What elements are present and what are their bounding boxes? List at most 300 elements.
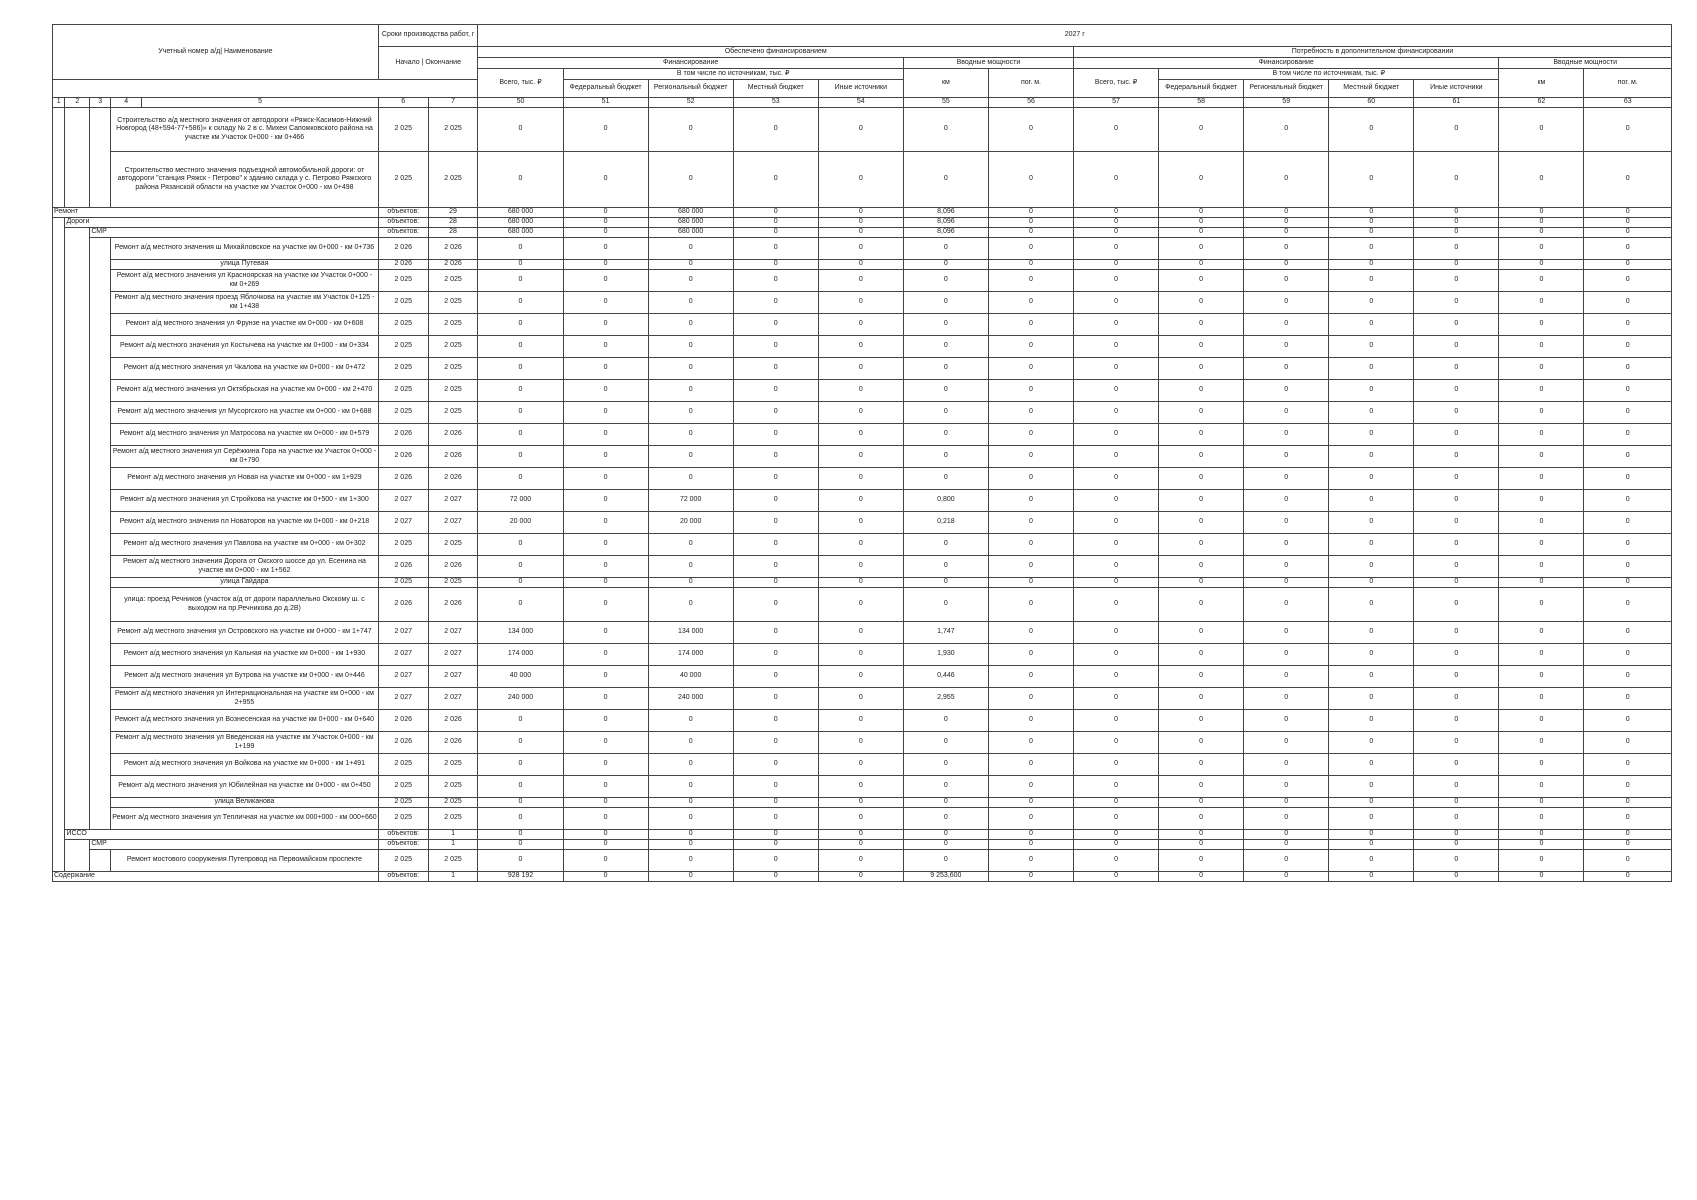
indent-cell [90,666,111,688]
value-cell: 0 [1244,380,1329,402]
column-number: 4 [111,98,142,108]
value-cell: 0 [818,512,903,534]
value-cell: 0 [1414,830,1499,840]
end-cell: 28 [428,228,478,238]
table-row [53,292,1672,314]
value-cell: 0 [1159,358,1244,380]
value-cell: 0 [988,688,1073,710]
value-cell: 0,800 [903,490,988,512]
value-cell: 0 [563,534,648,556]
value-cell: 0 [733,238,818,260]
indent-cell [65,402,90,424]
indent-cell [65,152,90,208]
value-cell: 0 [1244,424,1329,446]
value-cell: 0 [1499,424,1584,446]
value-cell: 0 [988,152,1073,208]
indent-cell [90,292,111,314]
group-label: СМР [90,840,379,850]
end-cell: 2 025 [428,402,478,424]
value-cell: 0 [1159,644,1244,666]
value-cell: 0 [478,292,563,314]
value-cell: 0 [988,358,1073,380]
value-cell: 0 [1584,556,1672,578]
value-cell: 0 [1329,622,1414,644]
object-name: Строительство местного значения подъездной автомобильной дороги: от автодороги "станция Ряжск - Петрово" к зданию склада у с. Петрово Ряжского района Рязанской области на участке км Участок 0+000 - км 0+498 [111,152,379,208]
indent-cell [53,108,65,152]
indent-cell [90,490,111,512]
value-cell: 0 [1584,238,1672,260]
value-cell: 0 [648,808,733,830]
value-cell: 0 [1159,798,1244,808]
value-cell: 0 [1074,490,1159,512]
column-number: 53 [733,98,818,108]
end-cell: 2 026 [428,424,478,446]
value-cell: 0 [988,208,1073,218]
value-cell: 0 [1499,358,1584,380]
indent-cell [90,380,111,402]
object-name: Ремонт а/д местного значения ул Интернациональная на участке км 0+000 - км 2+955 [111,688,379,710]
value-cell: 0 [1329,688,1414,710]
indent-cell [53,808,65,830]
value-cell: 0 [1414,850,1499,872]
capacity-header-2: Вводные мощности [1499,58,1672,69]
value-cell: 0 [1499,490,1584,512]
indent-cell [53,490,65,512]
value-cell: 0 [478,270,563,292]
value-cell: 0 [1244,238,1329,260]
value-cell: 0 [1159,622,1244,644]
value-cell: 0 [1329,644,1414,666]
value-cell: 0 [1244,850,1329,872]
value-cell: 0 [988,490,1073,512]
value-cell: 0 [733,622,818,644]
value-cell: 0 [1244,776,1329,798]
value-cell: 0 [478,556,563,578]
table-row [53,270,1672,292]
value-cell: 0 [1244,402,1329,424]
value-cell: 0 [903,292,988,314]
value-cell: 0 [478,798,563,808]
value-cell: 0 [988,534,1073,556]
value-cell: 40 000 [648,666,733,688]
value-cell: 0 [1244,490,1329,512]
value-cell: 0 [1074,424,1159,446]
value-cell: 0 [818,850,903,872]
local-header-2: Местный бюджет [1329,80,1414,98]
indent-cell [65,380,90,402]
value-cell: 0 [1329,238,1414,260]
value-cell: 680 000 [478,208,563,218]
value-cell: 0 [1159,666,1244,688]
end-cell: 29 [428,208,478,218]
value-cell: 0 [733,380,818,402]
value-cell: 9 253,600 [903,872,988,882]
value-cell: 0 [988,424,1073,446]
start-cell: 2 025 [378,798,428,808]
value-cell: 0 [988,840,1073,850]
value-cell: 0 [1244,314,1329,336]
value-cell: 0 [1074,270,1159,292]
value-cell: 0 [988,588,1073,622]
value-cell: 0 [1584,578,1672,588]
end-cell: 2 026 [428,556,478,578]
column-number: 1 [53,98,65,108]
value-cell: 0 [988,270,1073,292]
value-cell: 0 [478,578,563,588]
value-cell: 0 [1499,732,1584,754]
column-number: 52 [648,98,733,108]
value-cell: 0 [733,830,818,840]
value-cell: 0 [1159,108,1244,152]
indent-cell [90,358,111,380]
value-cell: 0 [733,872,818,882]
value-cell: 0 [1499,446,1584,468]
table-row [53,402,1672,424]
value-cell: 0 [1584,732,1672,754]
value-cell: 0 [563,490,648,512]
value-cell: 0 [563,218,648,228]
value-cell: 0 [1159,872,1244,882]
value-cell: 0 [1414,872,1499,882]
value-cell: 0 [818,358,903,380]
value-cell: 0 [1244,808,1329,830]
value-cell: 0 [1414,424,1499,446]
end-cell: 2 026 [428,238,478,260]
value-cell: 0 [903,238,988,260]
value-cell: 0 [1159,270,1244,292]
value-cell: 0 [563,314,648,336]
value-cell: 0 [1329,336,1414,358]
start-cell: 2 025 [378,808,428,830]
column-number: 60 [1329,98,1414,108]
value-cell: 0 [818,108,903,152]
value-cell: 0 [903,798,988,808]
end-cell: 2 026 [428,732,478,754]
value-cell: 0 [1584,688,1672,710]
indent-cell [90,314,111,336]
value-cell: 0 [1074,666,1159,688]
table-row [53,688,1672,710]
value-cell: 0 [818,402,903,424]
value-cell: 0 [1584,534,1672,556]
value-cell: 0 [478,260,563,270]
group-label: ИССО [65,830,378,840]
financing-header: Финансирование [478,58,903,69]
value-cell: 0 [988,238,1073,260]
value-cell: 0 [1329,512,1414,534]
value-cell: 0 [1074,380,1159,402]
start-cell: объектов: [378,208,428,218]
value-cell: 0 [903,446,988,468]
value-cell: 0 [1329,666,1414,688]
federal-header: Федеральный бюджет [563,80,648,98]
value-cell: 0 [1584,314,1672,336]
value-cell: 0 [988,622,1073,644]
value-cell: 0 [478,468,563,490]
indent-cell [65,358,90,380]
value-cell: 0 [818,260,903,270]
column-number: 3 [90,98,111,108]
value-cell: 0 [818,424,903,446]
value-cell: 0 [818,336,903,358]
financing-header-2: Финансирование [1074,58,1499,69]
indent-cell [65,688,90,710]
value-cell: 0 [563,292,648,314]
value-cell: 0 [1244,754,1329,776]
value-cell: 40 000 [478,666,563,688]
value-cell: 8,096 [903,208,988,218]
indent-cell [65,228,90,238]
value-cell: 0 [478,238,563,260]
value-cell: 0 [478,776,563,798]
value-cell: 0 [988,830,1073,840]
table-row [53,776,1672,798]
indent-cell [53,314,65,336]
value-cell: 0 [563,260,648,270]
value-cell: 0 [733,208,818,218]
value-cell: 20 000 [648,512,733,534]
start-cell: 2 026 [378,238,428,260]
value-cell: 0 [733,644,818,666]
indent-cell [90,644,111,666]
value-cell: 0 [1074,644,1159,666]
start-cell: 2 025 [378,380,428,402]
value-cell: 0 [1584,446,1672,468]
value-cell: 0 [818,238,903,260]
value-cell: 0 [1329,446,1414,468]
indent-cell [65,292,90,314]
indent-cell [90,578,111,588]
value-cell: 0 [1074,588,1159,622]
value-cell: 0 [988,556,1073,578]
indent-cell [90,534,111,556]
value-cell: 0 [478,732,563,754]
value-cell: 0 [1499,850,1584,872]
indent-cell [53,710,65,732]
value-cell: 0 [1244,872,1329,882]
value-cell: 0 [988,260,1073,270]
start-cell: 2 025 [378,578,428,588]
indent-cell [65,776,90,798]
indent-cell [65,710,90,732]
value-cell: 0 [1074,850,1159,872]
value-cell: 0 [1329,152,1414,208]
indent-cell [65,666,90,688]
value-cell: 0 [903,270,988,292]
value-cell: 0 [1329,830,1414,840]
start-cell: 2 026 [378,446,428,468]
indent-cell [53,336,65,358]
value-cell: 0 [733,666,818,688]
value-cell: 0 [563,688,648,710]
value-cell: 0 [818,490,903,512]
table-row [53,468,1672,490]
value-cell: 0 [563,238,648,260]
value-cell: 0 [1499,108,1584,152]
end-cell: 2 027 [428,688,478,710]
value-cell: 0 [903,776,988,798]
value-cell: 0 [818,644,903,666]
indent-cell [90,270,111,292]
sources-header-2: В том числе по источникам, тыс. ₽ [1159,69,1499,80]
end-cell: 2 025 [428,798,478,808]
value-cell: 0 [1584,622,1672,644]
indent-cell [65,798,90,808]
value-cell: 0 [818,314,903,336]
indent-cell [53,424,65,446]
value-cell: 0 [818,556,903,578]
table-row [53,336,1672,358]
value-cell: 0 [1499,872,1584,882]
object-name: Ремонт а/д местного значения ул Новая на участке км 0+000 - км 1+929 [111,468,379,490]
value-cell: 0 [733,556,818,578]
indent-cell [53,666,65,688]
start-cell: 2 025 [378,358,428,380]
value-cell: 0 [1499,228,1584,238]
value-cell: 0 [988,666,1073,688]
table-row [53,732,1672,754]
value-cell: 0 [1584,808,1672,830]
value-cell: 0 [1329,228,1414,238]
indent-cell [53,732,65,754]
value-cell: 0 [818,754,903,776]
group-label: Дороги [65,218,378,228]
indent-cell [90,238,111,260]
value-cell: 0 [1244,446,1329,468]
value-cell: 0 [1159,840,1244,850]
value-cell: 0 [1159,850,1244,872]
value-cell: 0 [1159,218,1244,228]
value-cell: 0 [903,152,988,208]
start-cell: 2 025 [378,108,428,152]
value-cell: 0 [648,556,733,578]
value-cell: 0 [1499,578,1584,588]
value-cell: 0 [818,688,903,710]
name-column-header: Учетный номер а/д| Наименование [53,25,379,80]
value-cell: 0 [988,314,1073,336]
value-cell: 0 [1159,776,1244,798]
value-cell: 0 [1244,688,1329,710]
indent-cell [53,468,65,490]
value-cell: 0 [1074,238,1159,260]
indent-cell [90,152,111,208]
value-cell: 0 [648,402,733,424]
value-cell: 0 [1244,260,1329,270]
value-cell: 0 [1074,622,1159,644]
value-cell: 0 [648,840,733,850]
value-cell: 0 [818,468,903,490]
value-cell: 0 [563,446,648,468]
end-cell: 2 026 [428,468,478,490]
value-cell: 0 [1159,336,1244,358]
start-cell: 2 026 [378,468,428,490]
value-cell: 0 [1074,578,1159,588]
value-cell: 0 [818,808,903,830]
value-cell: 0,218 [903,512,988,534]
indent-cell [90,446,111,468]
table-row [53,578,1672,588]
end-cell: 2 027 [428,644,478,666]
value-cell: 0,446 [903,666,988,688]
value-cell: 0 [1584,840,1672,850]
end-cell: 2 025 [428,152,478,208]
value-cell: 0 [1414,208,1499,218]
value-cell: 0 [1499,798,1584,808]
value-cell: 0 [1329,208,1414,218]
value-cell: 0 [818,588,903,622]
value-cell: 0 [903,380,988,402]
table-row [53,710,1672,732]
value-cell: 0 [478,754,563,776]
object-name: Ремонт а/д местного значения ул Стройкова на участке км 0+500 - км 1+300 [111,490,379,512]
value-cell: 0 [1159,490,1244,512]
object-name: Ремонт а/д местного значения проезд Яблочкова на участке км Участок 0+125 - км 1+438 [111,292,379,314]
value-cell: 0 [988,402,1073,424]
value-cell: 134 000 [478,622,563,644]
value-cell: 0 [733,358,818,380]
value-cell: 0 [988,292,1073,314]
value-cell: 0 [478,314,563,336]
value-cell: 0 [1074,402,1159,424]
value-cell: 0 [1244,644,1329,666]
value-cell: 0 [1414,644,1499,666]
value-cell: 0 [1074,710,1159,732]
value-cell: 0 [1329,292,1414,314]
start-cell: 2 027 [378,688,428,710]
value-cell: 0 [733,754,818,776]
capacity-header: Вводные мощности [903,58,1073,69]
value-cell: 0 [818,228,903,238]
value-cell: 0 [1244,840,1329,850]
value-cell: 0 [1074,446,1159,468]
column-number: 5 [142,98,379,108]
indent-cell [53,588,65,622]
value-cell: 0 [1159,688,1244,710]
regional-header: Региональный бюджет [648,80,733,98]
value-cell: 0 [563,358,648,380]
value-cell: 0 [1414,292,1499,314]
indent-cell [90,556,111,578]
terms-header: Сроки производства работ, г [378,25,478,47]
value-cell: 0 [1499,710,1584,732]
value-cell: 0 [818,776,903,798]
value-cell: 0 [988,872,1073,882]
value-cell: 0 [1244,732,1329,754]
value-cell: 8,096 [903,218,988,228]
end-cell: 1 [428,830,478,840]
value-cell: 0 [1159,808,1244,830]
value-cell: 0 [1244,228,1329,238]
value-cell: 0 [1499,830,1584,840]
table-row [53,446,1672,468]
value-cell: 0 [1414,336,1499,358]
value-cell: 0 [648,446,733,468]
pm-header: пог. м. [988,69,1073,98]
value-cell: 0 [1499,314,1584,336]
value-cell: 0 [563,228,648,238]
value-cell: 0 [1074,208,1159,218]
object-name: Ремонт а/д местного значения ул Вознесенская на участке км 0+000 - км 0+640 [111,710,379,732]
value-cell: 1,747 [903,622,988,644]
value-cell: 0 [1414,556,1499,578]
table-row [53,152,1672,208]
value-cell: 0 [1074,688,1159,710]
value-cell: 0 [1414,238,1499,260]
value-cell: 0 [818,218,903,228]
value-cell: 0 [1584,218,1672,228]
value-cell: 0 [1584,798,1672,808]
value-cell: 0 [1499,644,1584,666]
